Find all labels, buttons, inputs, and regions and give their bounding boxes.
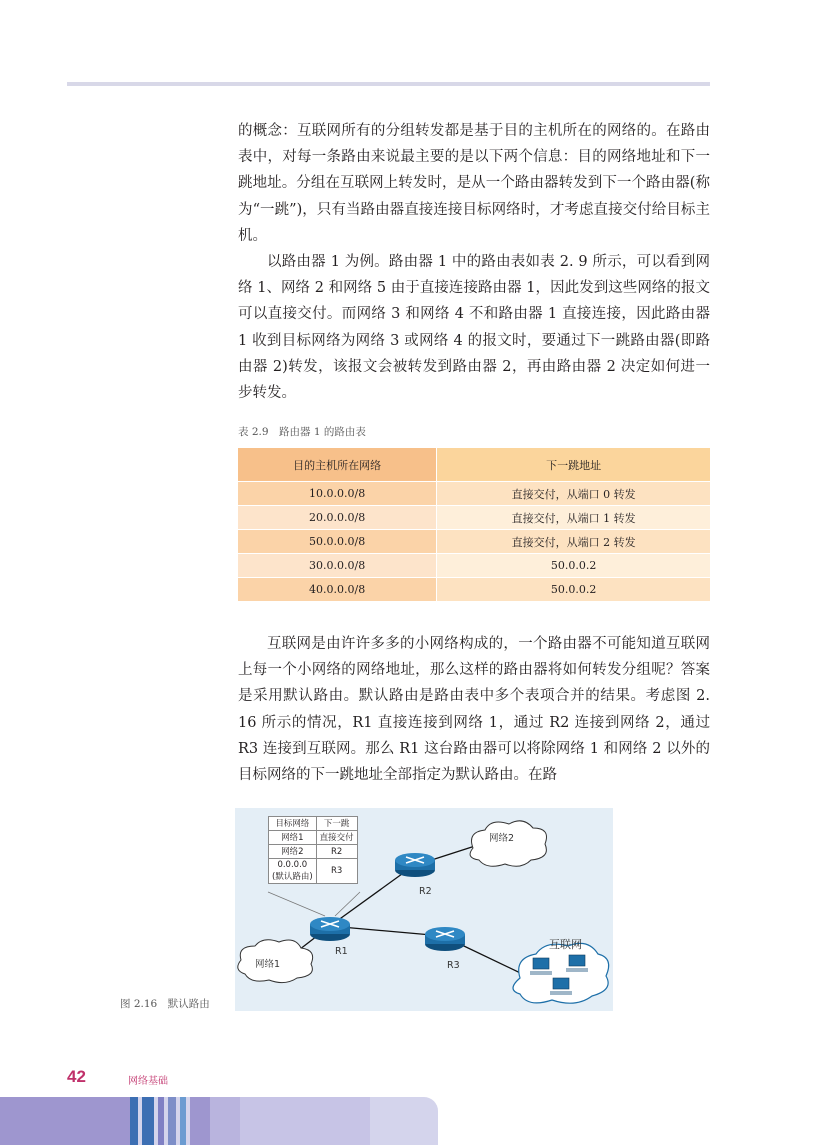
mini-table-cell: R3: [316, 859, 357, 884]
label-r3: R3: [447, 960, 460, 971]
footer-stripe: [158, 1097, 164, 1145]
callout-line: [268, 892, 325, 916]
figure-caption: 图 2.16 默认路由: [120, 998, 210, 1010]
table-cell: 10.0.0.0/8: [238, 482, 437, 506]
header-rule: [67, 82, 710, 86]
computer-icon: [550, 978, 572, 995]
table-caption: 表 2.9 路由器 1 的路由表: [238, 426, 366, 438]
page-number: 42: [67, 1067, 86, 1086]
table-row: [238, 578, 711, 602]
callout-line: [335, 892, 360, 916]
mini-table-header: 下一跳: [316, 817, 357, 831]
footer-stripe: [190, 1097, 210, 1145]
footer-stripe: [142, 1097, 154, 1145]
book-title: 网络基础: [128, 1076, 168, 1087]
table-cell: 直接交付，从端口 2 转发: [437, 530, 711, 554]
paragraph-default-route: 互联网是由许许多多的小网络构成的，一个路由器不可能知道互联网上每一个小网络的网络地址，那么这样的路由器将如何转发分组呢？答案是采用默认路由。默认路由是路由表中多个表项合并的结果。考虑图 2. 16 所示的情况，R1 直接连接到网络 1，通过 R2 连接到网络 2，通过 R3 连接到互联网。那么 R1 这台路由器可以将除网络 1 和网络 2 以外的目标网络的下一跳地址全部指定为默认路由。在路: [238, 636, 710, 784]
mini-table-cell: 0.0.0.0 (默认路由): [269, 859, 317, 884]
footer-stripe: [0, 1097, 130, 1145]
table-cell: 直接交付，从端口 0 转发: [437, 482, 711, 506]
table-cell: 50.0.0.0/8: [238, 530, 437, 554]
mini-table-cell: 直接交付: [316, 831, 357, 845]
footer-decoration: [0, 1097, 438, 1145]
mini-table-cell: 网络1: [269, 831, 317, 845]
computer-icon: [566, 955, 588, 972]
table-cell: 50.0.0.2: [437, 554, 711, 578]
table-row: [238, 554, 711, 578]
router-icon: [425, 927, 465, 951]
table-row: [238, 530, 711, 554]
table-cell: 40.0.0.0/8: [238, 578, 437, 602]
table-cell: 50.0.0.2: [437, 578, 711, 602]
table-header-next-hop: 下一跳地址: [437, 448, 711, 482]
table-header-destination: 目的主机所在网络: [238, 448, 437, 482]
footer-stripe: [180, 1097, 186, 1145]
label-net2: 网络2: [489, 833, 515, 844]
footer-stripe: [130, 1097, 138, 1145]
footer-stripe: [168, 1097, 176, 1145]
router-icon: [395, 853, 435, 877]
label-internet: 互联网: [549, 938, 582, 951]
table-cell: 20.0.0.0/8: [238, 506, 437, 530]
paragraph-continuation: 的概念：互联网所有的分组转发都是基于目的主机所在的网络的。在路由表中，对每一条路由来说最主要的是以下两个信息：目的网络地址和下一跳地址。分组在互联网上转发时，是从一个路由器转发到下一个路由器(称为“一跳”)，只有当路由器直接连接目标网络时，才考虑直接交付给目标主机。: [238, 123, 710, 244]
paragraph-router1-example: 以路由器 1 为例。路由器 1 中的路由表如表 2. 9 所示，可以看到网络 1、网络 2 和网络 5 由于直接连接路由器 1，因此发到这些网络的报文可以直接交付。而网络 3 和网络 4 不和路由器 1 直接连接，因此路由器 1 收到目标网络为网络 3 或网络 4 的报文时，要通过下一跳路由器(即路由器 2)转发，该报文会被转发到路由器 2，再由路由器 2 决定如何进一步转发。: [238, 254, 710, 402]
default-route-figure: [235, 808, 613, 1011]
label-r2: R2: [419, 886, 432, 897]
mini-table-header: 目标网络: [269, 817, 317, 831]
mini-table-cell: R2: [316, 845, 357, 859]
table-row: [238, 506, 711, 530]
table-row: [238, 482, 711, 506]
table-cell: 30.0.0.0/8: [238, 554, 437, 578]
router-icon: [310, 917, 350, 941]
label-r1: R1: [335, 946, 348, 957]
table-cell: 直接交付，从端口 1 转发: [437, 506, 711, 530]
r1-routing-table: [268, 816, 358, 884]
footer-stripe: [240, 1097, 370, 1145]
footer-stripe: [210, 1097, 240, 1145]
computer-icon: [530, 958, 552, 975]
routing-table: [237, 447, 711, 602]
label-net1: 网络1: [255, 959, 281, 970]
mini-table-cell: 网络2: [269, 845, 317, 859]
